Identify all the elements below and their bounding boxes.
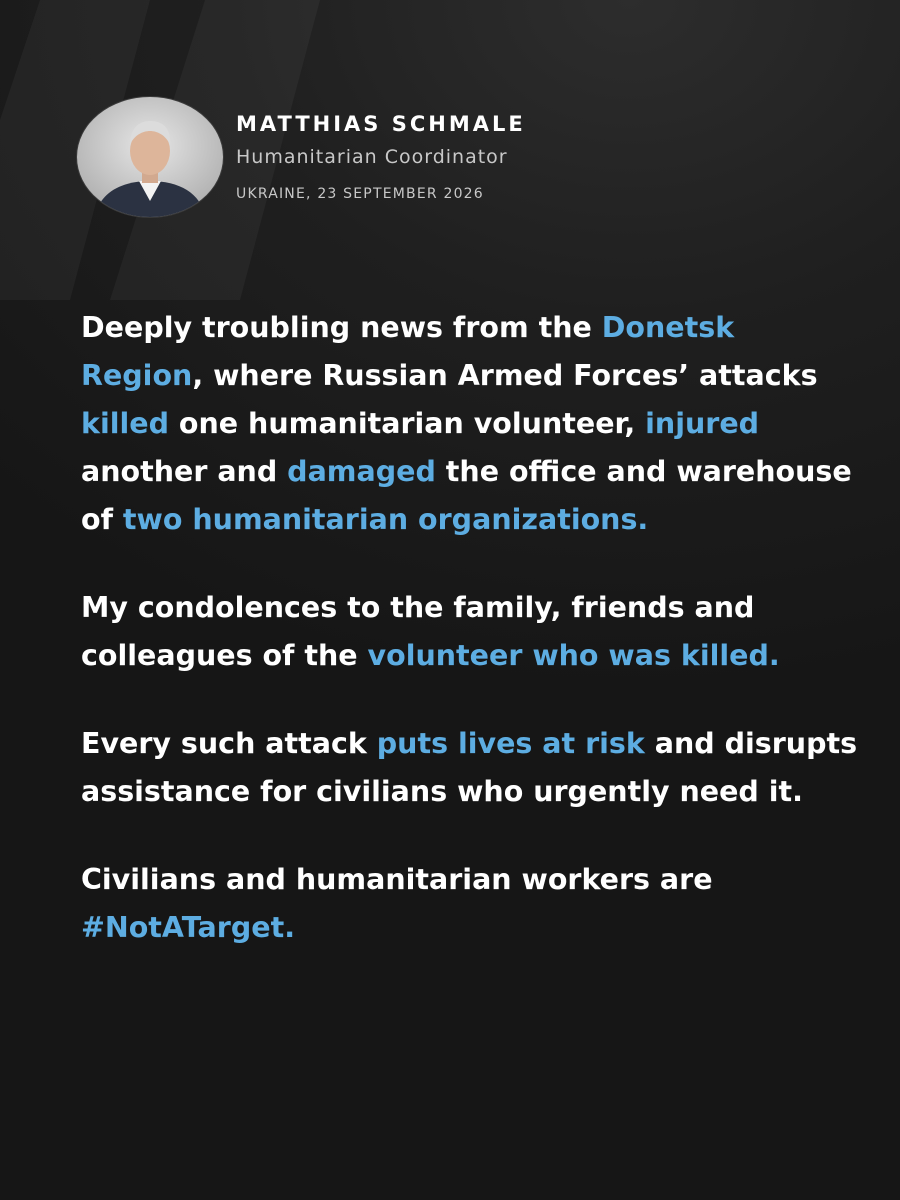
text-segment: My condolences to the family, friends and colleagues of the <box>81 591 755 672</box>
text-segment: Deeply troubling news from the <box>81 311 602 344</box>
paragraph <box>81 304 861 544</box>
highlighted-text: two humanitarian organizations. <box>122 503 649 536</box>
text-segment: and disrupts assistance for civilians who urgently need it. <box>81 727 858 808</box>
text-segment: one humanitarian volunteer, <box>169 407 646 440</box>
paragraph <box>81 720 861 816</box>
hashtag: #NotATarget. <box>81 911 296 944</box>
portrait-photo <box>77 97 223 217</box>
author-avatar <box>76 96 224 218</box>
paragraph <box>81 584 861 680</box>
author-info <box>236 110 526 204</box>
highlighted-text: killed <box>81 407 169 440</box>
text-segment: , where Russian Armed Forces’ attacks <box>192 359 818 392</box>
highlighted-text: puts lives at risk <box>376 727 645 760</box>
highlighted-text: Donetsk Region <box>81 311 735 392</box>
text-segment: Every such attack <box>81 727 377 760</box>
paragraph <box>81 856 861 952</box>
author-place-date: UKRAINE, 23 SEPTEMBER 2026 <box>236 186 484 202</box>
highlighted-text: injured <box>645 407 760 440</box>
text-segment: Civilians and humanitarian workers are <box>81 863 713 896</box>
author-role: Humanitarian Coordinator <box>236 146 508 168</box>
text-segment: another and <box>81 455 288 488</box>
statement-body <box>81 304 861 992</box>
text-segment: the office and warehouse of <box>81 455 852 536</box>
author-header <box>76 96 526 218</box>
highlighted-text: damaged <box>287 455 436 488</box>
highlighted-text: volunteer who was killed. <box>367 639 780 672</box>
author-name: MATTHIAS SCHMALE <box>236 112 526 136</box>
